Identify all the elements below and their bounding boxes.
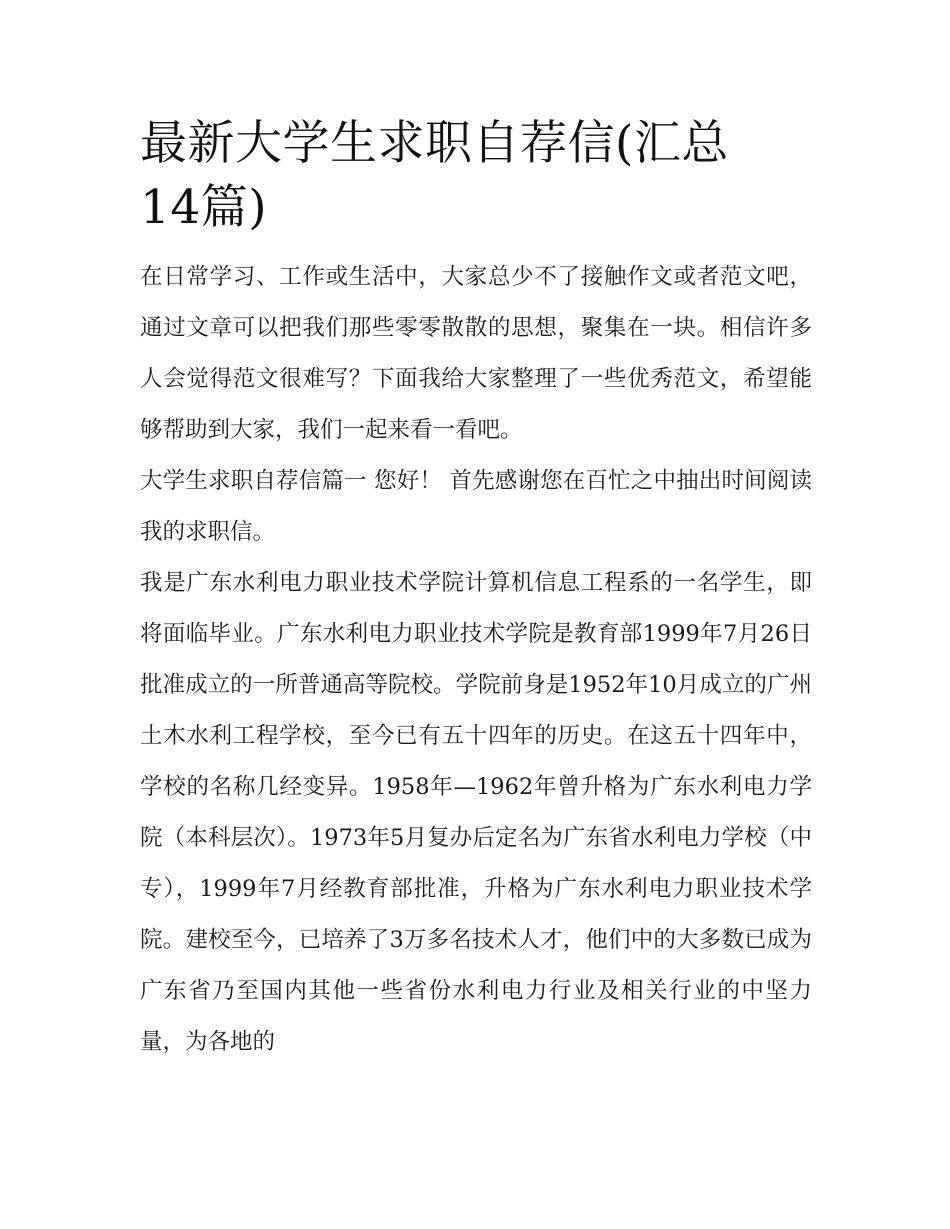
paragraph-greeting: 大学生求职自荐信篇一 您好！ 首先感谢您在百忙之中抽出时间阅读我的求职信。 [140, 468, 812, 545]
document-title: 最新大学生求职自荐信(汇总14篇) [140, 116, 729, 235]
paragraph-intro: 在日常学习、工作或生活中，大家总少不了接触作文或者范文吧，通过文章可以把我们那些零零散散的思想，聚集在一块。相信许多人会觉得范文很难写？下面我给大家整理了一些优秀范文，希望能够帮助到大家，我们一起来看一看吧。 [140, 264, 812, 443]
paragraph-school-history: 我是广东水利电力职业技术学院计算机信息工程系的一名学生，即将面临毕业。广东水利电力职业技术学院是教育部1999年7月26日批准成立的一所普通高等院校。学院前身是1952年10月成立的广州土木水利工程学校，至今已有五十四年的历史。在这五十四年中，学校的名称几经变异。1958年—1962年曾升格为广东水利电力学院（本科层次）。1973年5月复办后定名为广东省水利电力学校（中专），1999年7月经教育部批准，升格为广东水利电力职业技术学院。建校至今，已培养了3万多名技术人才，他们中的大多数已成为广东省乃至国内其他一些省份水利电力行业及相关行业的中坚力量，为各地的 [140, 570, 812, 1055]
document-content [140, 112, 812, 1068]
document-body [140, 252, 812, 1068]
